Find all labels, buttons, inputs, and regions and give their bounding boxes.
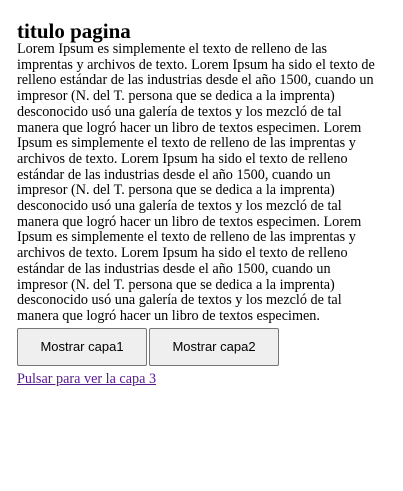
show-layer2-button[interactable]: Mostrar capa2	[149, 328, 279, 366]
page-content	[17, 20, 379, 388]
page-title: titulo pagina	[17, 19, 131, 43]
button-row	[17, 328, 379, 366]
show-layer1-button[interactable]: Mostrar capa1	[17, 328, 147, 366]
body-paragraph: Lorem Ipsum es simplemente el texto de relleno de las imprentas y archivos de texto. Lorem Ipsum ha sido el texto de relleno estándar de las industrias desde el año 1500, cuando un impresor (N. del T. persona que se dedica a la imprenta) desconocido usó una galería de textos y los mezcló de tal manera que logró hacer un libro de textos especimen. Lorem Ipsum es simplemente el texto de relleno de las imprentas y archivos de texto. Lorem Ipsum ha sido el texto de relleno estándar de las industrias desde el año 1500, cuando un impresor (N. del T. persona que se dedica a la imprenta) desconocido usó una galería de textos y los mezcló de tal manera que logró hacer un libro de textos especimen. Lorem Ipsum es simplemente el texto de relleno de las imprentas y archivos de texto. Lorem Ipsum ha sido el texto de relleno estándar de las industrias desde el año 1500, cuando un impresor (N. del T. persona que se dedica a la imprenta) desconocido usó una galería de textos y los mezcló de tal manera que logró hacer un libro de textos especimen.	[17, 41, 375, 324]
show-layer3-link[interactable]: Pulsar para ver la capa 3	[17, 370, 157, 387]
